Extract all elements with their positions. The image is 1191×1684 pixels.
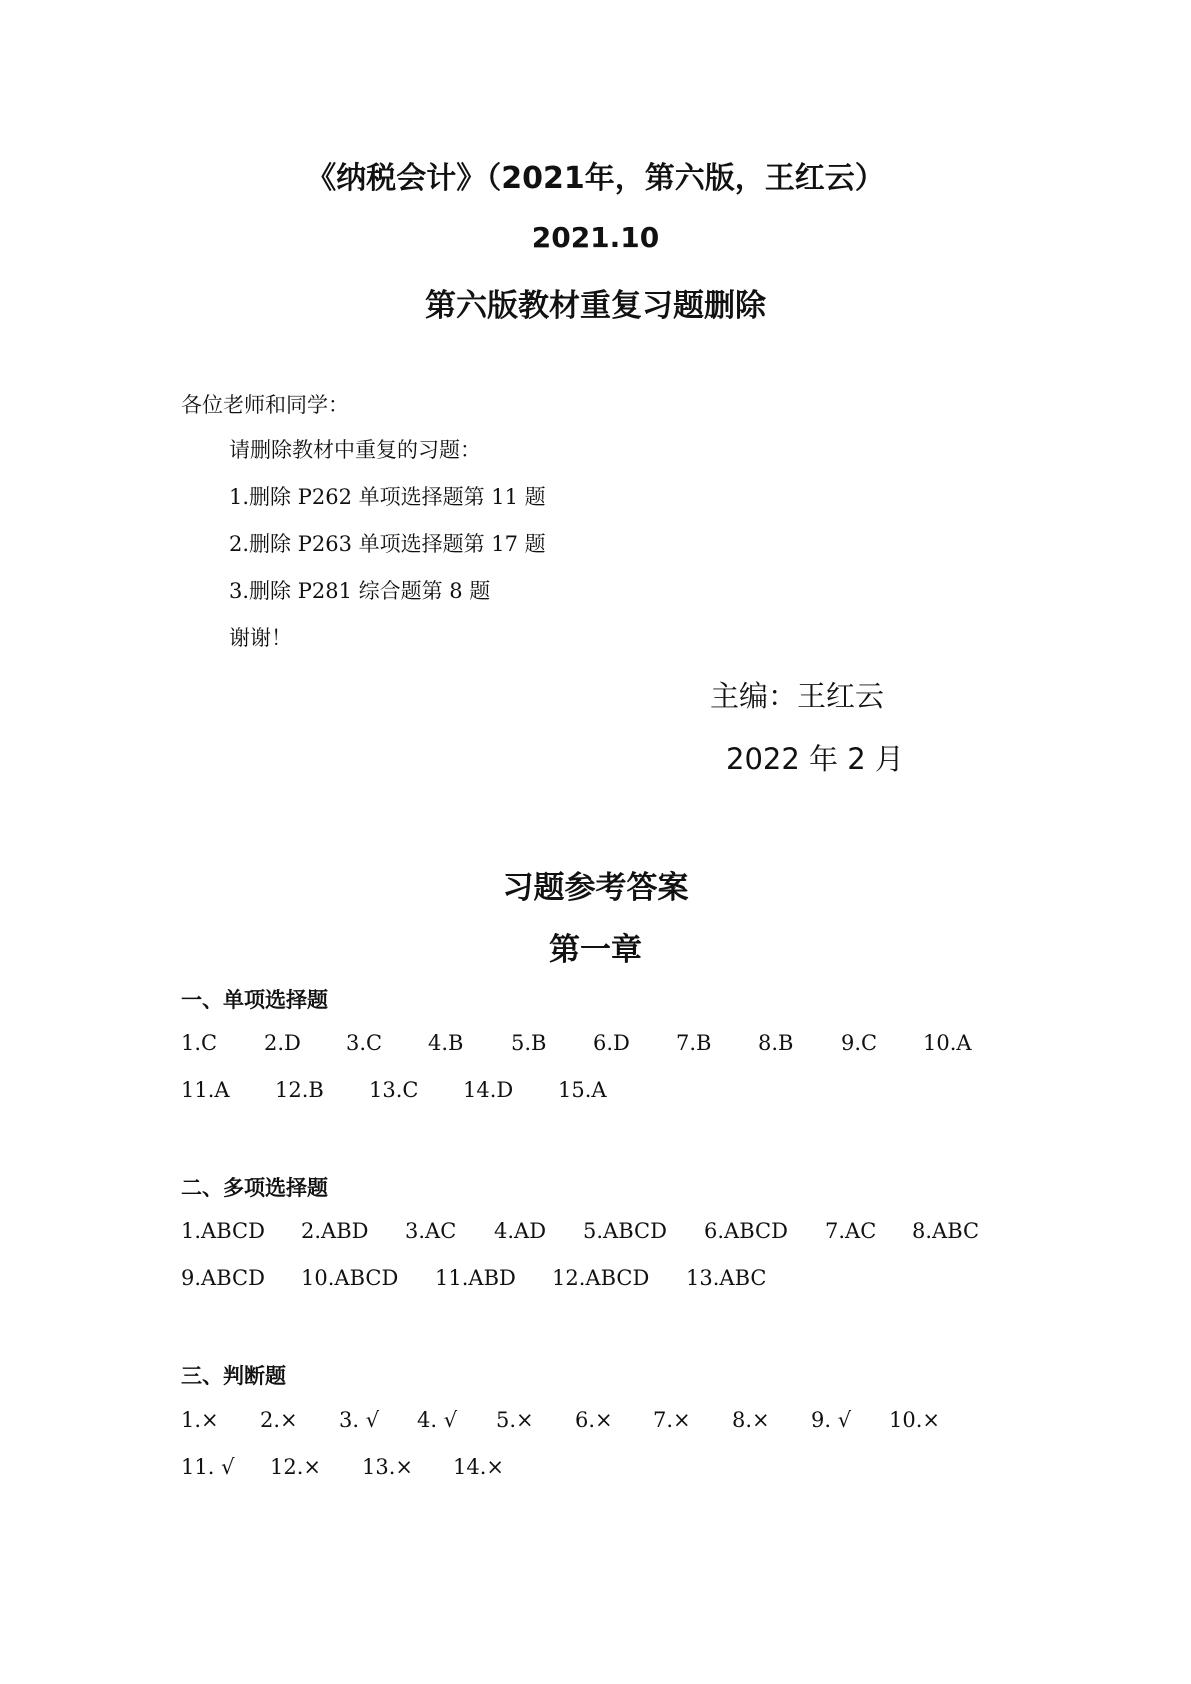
answer-row <box>181 1078 1011 1108</box>
section-heading: 一、单项选择题 <box>181 988 328 1012</box>
answer-item: 9. √ <box>811 1408 852 1432</box>
answer-item: 11. √ <box>181 1455 235 1479</box>
answer-item: 15.A <box>558 1078 607 1102</box>
answer-item: 12.× <box>270 1455 321 1479</box>
answers-title: 习题参考答案 <box>502 870 689 906</box>
answer-item: 7.AC <box>825 1219 877 1243</box>
answer-item: 10.× <box>889 1408 940 1432</box>
answer-item: 12.B <box>275 1078 324 1102</box>
answer-item: 3.AC <box>405 1219 457 1243</box>
answer-item: 13.ABC <box>686 1266 767 1290</box>
answer-item: 5.B <box>511 1031 547 1055</box>
answer-item: 4.B <box>428 1031 464 1055</box>
answer-item: 4.AD <box>494 1219 547 1243</box>
answer-item: 5.ABCD <box>583 1219 667 1243</box>
answer-item: 8.B <box>758 1031 794 1055</box>
answer-item: 11.ABD <box>435 1266 516 1290</box>
answer-row <box>181 1031 1011 1061</box>
answer-item: 12.ABCD <box>552 1266 650 1290</box>
answer-item: 14.D <box>463 1078 514 1102</box>
answer-item: 6.D <box>593 1031 630 1055</box>
answer-item: 1.ABCD <box>181 1219 265 1243</box>
document-title: 《纳税会计》（2021年，第六版，王红云） <box>306 161 885 196</box>
answer-item: 2.× <box>260 1408 298 1432</box>
notice-thanks: 谢谢！ <box>229 626 292 650</box>
answer-item: 14.× <box>453 1455 504 1479</box>
answer-item: 10.ABCD <box>301 1266 399 1290</box>
notice-item: 2.删除 P263 单项选择题第 17 题 <box>229 532 546 556</box>
answer-item: 2.D <box>264 1031 301 1055</box>
section-heading: 三、判断题 <box>181 1364 286 1388</box>
answer-item: 10.A <box>923 1031 972 1055</box>
signature: 主编：王红云 <box>710 679 885 713</box>
document-subtitle: 第六版教材重复习题删除 <box>425 288 766 324</box>
answer-row <box>181 1455 1011 1485</box>
notice-intro: 请删除教材中重复的习题： <box>229 438 481 462</box>
answer-item: 8.× <box>732 1408 770 1432</box>
answer-item: 2.ABD <box>301 1219 369 1243</box>
answer-item: 13.× <box>362 1455 413 1479</box>
notice-item: 1.删除 P262 单项选择题第 11 题 <box>229 485 546 509</box>
answer-item: 7.× <box>653 1408 691 1432</box>
answer-item: 1.C <box>181 1031 218 1055</box>
notice-item: 3.删除 P281 综合题第 8 题 <box>229 579 491 603</box>
answer-item: 9.ABCD <box>181 1266 265 1290</box>
answer-item: 3. √ <box>339 1408 380 1432</box>
answer-item: 1.× <box>181 1408 219 1432</box>
answer-item: 3.C <box>346 1031 383 1055</box>
sign-date: 2022 年 2 月 <box>726 742 904 776</box>
answer-item: 13.C <box>369 1078 419 1102</box>
answer-item: 8.ABC <box>912 1219 980 1243</box>
document-date: 2021.10 <box>531 221 660 254</box>
answer-row <box>181 1266 1011 1296</box>
answer-row <box>181 1219 1011 1249</box>
answer-row <box>181 1408 1011 1438</box>
greeting: 各位老师和同学： <box>181 393 349 417</box>
chapter-title: 第一章 <box>549 932 642 968</box>
answer-item: 5.× <box>496 1408 534 1432</box>
answer-item: 4. √ <box>417 1408 458 1432</box>
answer-item: 11.A <box>181 1078 230 1102</box>
answer-item: 7.B <box>676 1031 712 1055</box>
answer-item: 6.× <box>575 1408 613 1432</box>
answer-item: 6.ABCD <box>704 1219 788 1243</box>
section-heading: 二、多项选择题 <box>181 1176 328 1200</box>
answer-item: 9.C <box>841 1031 878 1055</box>
